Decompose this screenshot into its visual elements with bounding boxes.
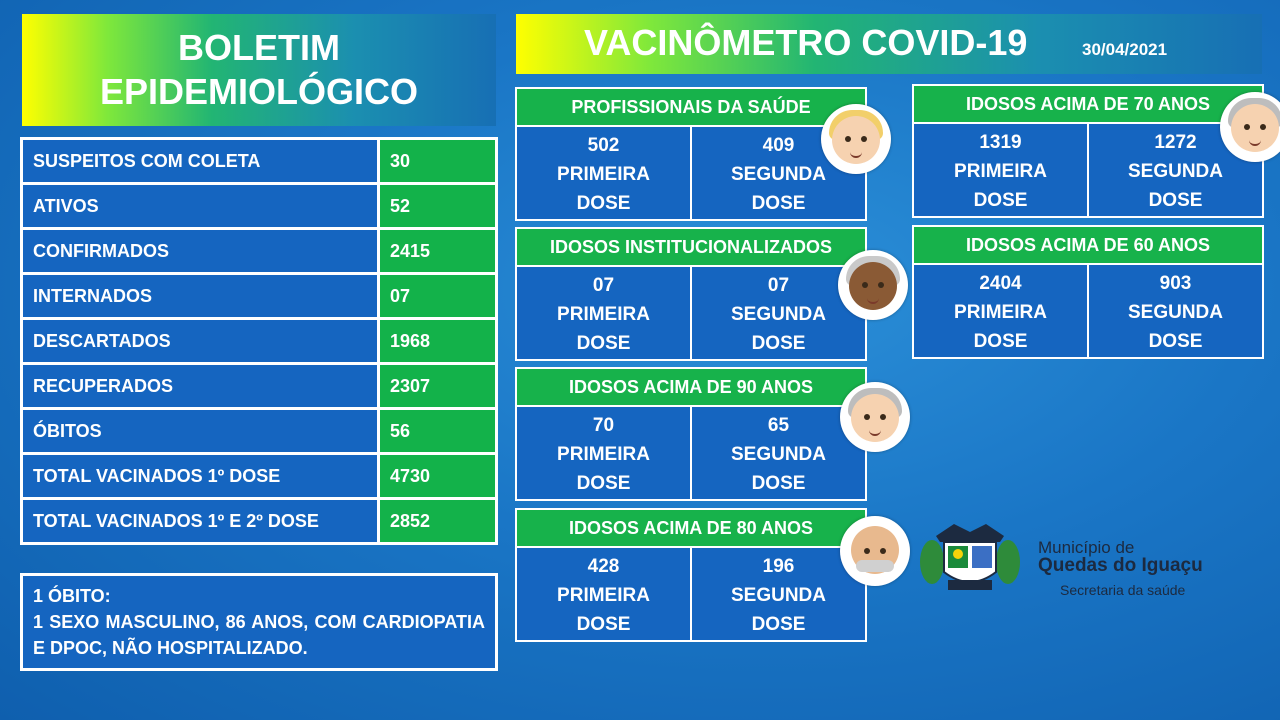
card-acima-60 [912,225,1264,359]
row-label: SUSPEITOS COM COLETA [22,139,379,184]
dose-label: DOSE [576,614,631,635]
row-value: 2307 [379,364,497,409]
first-dose-count: 07 [592,275,615,296]
health-worker-icon [821,104,891,174]
row-value: 56 [379,409,497,454]
second-dose-count: 65 [767,415,790,436]
row-label: ÓBITOS [22,409,379,454]
first-dose-count: 2404 [979,273,1022,294]
elderly-man-icon [840,516,910,586]
card-acima-70 [912,84,1264,218]
row-value: 07 [379,274,497,319]
second-dose-count: 196 [762,556,795,577]
first-dose-cell [912,124,1089,218]
first-dose-count: 1319 [979,132,1022,153]
obito-note [20,573,498,671]
dose-label: DOSE [751,193,806,214]
elderly-woman-icon [840,382,910,452]
table-row [22,139,497,184]
second-dose-count: 07 [767,275,790,296]
row-value: 2852 [379,499,497,544]
municipality-name: Quedas do Iguaçu [1038,555,1203,576]
dose-label: PRIMEIRA [954,161,1047,182]
row-label: RECUPERADOS [22,364,379,409]
table-row [22,319,497,364]
second-dose-cell [1089,265,1264,359]
row-label: ATIVOS [22,184,379,229]
first-dose-count: 502 [587,135,620,156]
epidemiological-table [20,137,498,545]
card-title: IDOSOS ACIMA DE 90 ANOS [515,367,867,407]
health-secretariat: Secretaria da saúde [1060,582,1186,598]
card-title: IDOSOS ACIMA DE 70 ANOS [912,84,1264,124]
row-value: 52 [379,184,497,229]
elderly-woman-dark-icon [838,250,908,320]
dose-label: SEGUNDA [1127,161,1223,182]
table-row [22,184,497,229]
municipality-prefix: Município de [1038,538,1135,557]
card-acima-90 [515,367,867,501]
dose-label: PRIMEIRA [954,302,1047,323]
dose-label: DOSE [576,473,631,494]
table-row [22,229,497,274]
dose-label: PRIMEIRA [557,444,650,465]
dose-label: DOSE [751,473,806,494]
row-label: CONFIRMADOS [22,229,379,274]
row-value: 30 [379,139,497,184]
table-row [22,499,497,544]
table-row [22,409,497,454]
first-dose-cell [515,127,692,221]
dose-label: SEGUNDA [730,444,826,465]
row-label: TOTAL VACINADOS 1º DOSE [22,454,379,499]
first-dose-cell [515,267,692,361]
dose-label: DOSE [751,333,806,354]
dose-label: SEGUNDA [730,585,826,606]
first-dose-cell [515,407,692,501]
card-profissionais [515,87,867,221]
row-value: 1968 [379,319,497,364]
report-date: 30/04/2021 [1082,40,1168,59]
vacinometro-banner [516,14,1262,74]
first-dose-cell [912,265,1089,359]
dose-label: SEGUNDA [730,164,826,185]
card-title: IDOSOS ACIMA DE 60 ANOS [912,225,1264,265]
dose-label: PRIMEIRA [557,304,650,325]
second-dose-count: 903 [1159,273,1192,294]
dose-label: PRIMEIRA [557,164,650,185]
row-label: TOTAL VACINADOS 1º E 2º DOSE [22,499,379,544]
row-value: 2415 [379,229,497,274]
boletim-title-line1: BOLETIM [178,27,340,68]
table-row [22,364,497,409]
card-acima-80 [515,508,867,642]
boletim-banner [22,14,496,126]
first-dose-cell [515,548,692,642]
first-dose-count: 70 [592,415,615,436]
dose-label: DOSE [576,333,631,354]
row-label: DESCARTADOS [22,319,379,364]
card-institucionalizados [515,227,867,361]
dose-label: DOSE [1148,331,1203,352]
obito-text: 1 SEXO MASCULINO, 86 ANOS, COM CARDIOPATIA E DPOC, NÃO HOSPITALIZADO. [33,612,485,658]
dose-label: DOSE [576,193,631,214]
table-row [22,454,497,499]
dose-label: SEGUNDA [730,304,826,325]
dose-label: DOSE [973,331,1028,352]
dose-label: SEGUNDA [1127,302,1223,323]
second-dose-cell [692,548,867,642]
table-row [22,274,497,319]
row-label: INTERNADOS [22,274,379,319]
obito-title: 1 ÓBITO: [33,586,111,606]
dose-label: DOSE [1148,190,1203,211]
card-title: PROFISSIONAIS DA SAÚDE [515,87,867,127]
boletim-title-line2: EPIDEMIOLÓGICO [99,71,419,112]
card-title: IDOSOS ACIMA DE 80 ANOS [515,508,867,548]
vacinometro-title: VACINÔMETRO COVID-19 [584,22,1028,63]
second-dose-count: 1272 [1154,132,1197,153]
first-dose-count: 428 [587,556,620,577]
second-dose-count: 409 [762,135,795,156]
dose-label: DOSE [751,614,806,635]
row-value: 4730 [379,454,497,499]
card-title: IDOSOS INSTITUCIONALIZADOS [515,227,867,267]
municipality-crest-icon [918,520,1022,598]
dose-label: DOSE [973,190,1028,211]
dose-label: PRIMEIRA [557,585,650,606]
